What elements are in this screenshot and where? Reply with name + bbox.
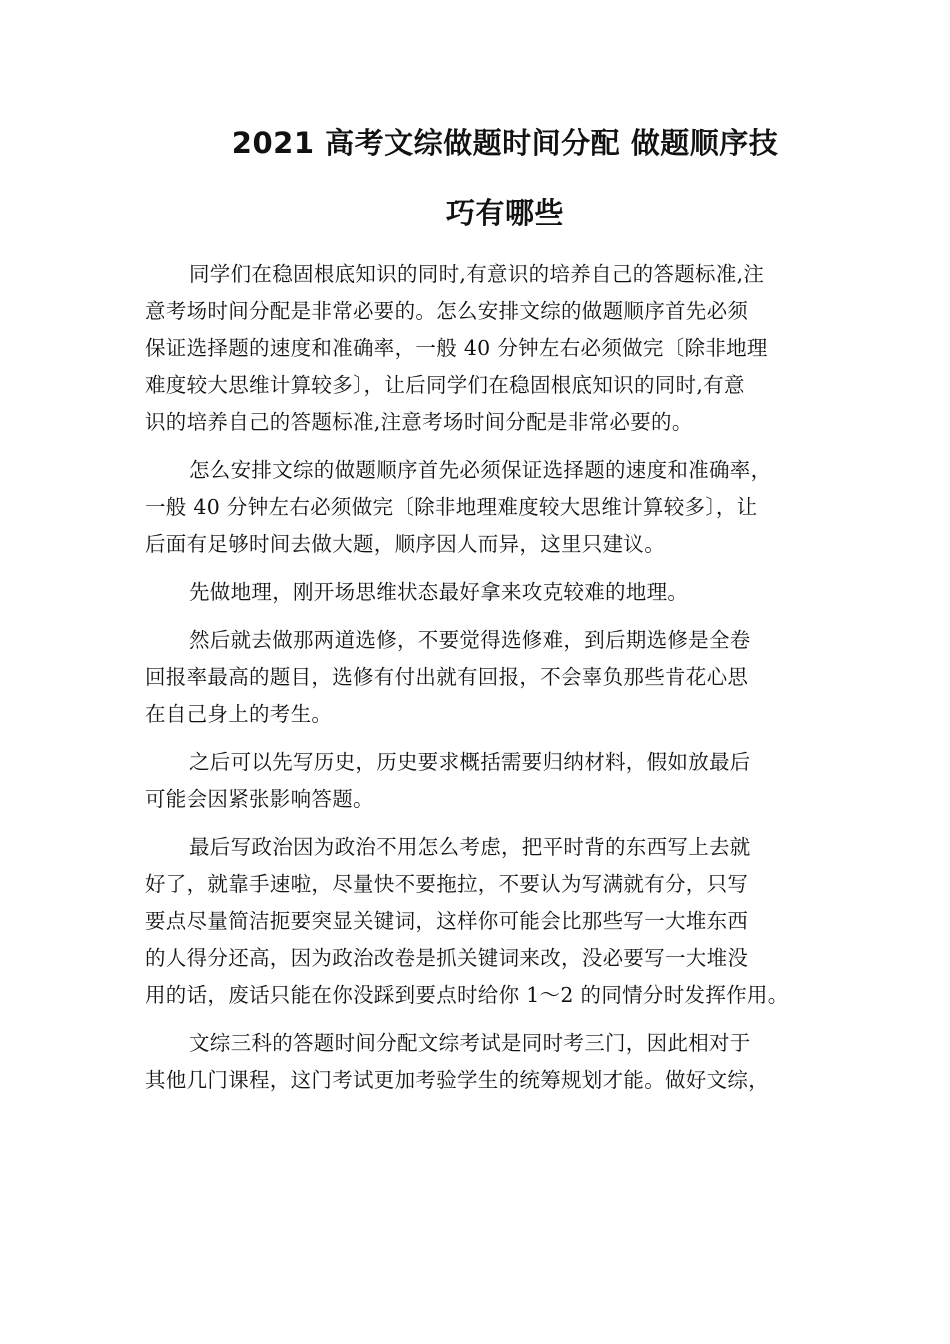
paragraph-line: 回报率最高的题目，选修有付出就有回报，不会辜负那些肯花心思	[145, 665, 749, 689]
paragraph-3	[145, 574, 815, 611]
paragraph-2	[145, 452, 815, 563]
document-body	[145, 256, 815, 1110]
document-title-line-1: 2021 高考文综做题时间分配 做题顺序技	[231, 126, 779, 160]
paragraph-7	[145, 1025, 815, 1099]
paragraph-5	[145, 744, 815, 818]
paragraph-line: 怎么安排文综的做题顺序首先必须保证选择题的速度和准确率，	[189, 458, 772, 482]
paragraph-line: 保证选择题的速度和准确率，一般 40 分钟左右必须做完〔除非地理	[145, 336, 768, 360]
paragraph-line: 难度较大思维计算较多〕，让后同学们在稳固根底知识的同时,有意	[145, 373, 745, 397]
paragraph-line: 可能会因紧张影响答题。	[145, 787, 374, 811]
paragraph-line: 其他几门课程，这门考试更加考验学生的统筹规划才能。做好文综，	[145, 1068, 769, 1092]
paragraph-line: 最后写政治因为政治不用怎么考虑，把平时背的东西写上去就	[189, 835, 751, 859]
paragraph-line: 之后可以先写历史，历史要求概括需要归纳材料，假如放最后	[189, 750, 751, 774]
paragraph-line: 后面有足够时间去做大题，顺序因人而异，这里只建议。	[145, 532, 665, 556]
paragraph-1	[145, 256, 815, 441]
paragraph-line: 然后就去做那两道选修，不要觉得选修难，到后期选修是全卷	[189, 628, 751, 652]
paragraph-line: 在自己身上的考生。	[145, 702, 333, 726]
paragraph-line: 先做地理，刚开场思维状态最好拿来攻克较难的地理。	[189, 580, 689, 604]
paragraph-line: 要点尽量简洁扼要突显关键词，这样你可能会比那些写一大堆东西	[145, 909, 749, 933]
paragraph-line: 用的话，废话只能在你没踩到要点时给你 1～2 的同情分时发挥作用。	[145, 983, 789, 1007]
document-title-line-2: 巧有哪些	[445, 196, 564, 230]
paragraph-line: 文综三科的答题时间分配文综考试是同时考三门，因此相对于	[189, 1031, 751, 1055]
paragraph-6	[145, 829, 815, 1014]
paragraph-line: 一般 40 分钟左右必须做完〔除非地理难度较大思维计算较多〕，让	[145, 495, 758, 519]
paragraph-4	[145, 622, 815, 733]
paragraph-line: 识的培养自己的答题标准,注意考场时间分配是非常必要的。	[145, 410, 693, 434]
paragraph-line: 同学们在稳固根底知识的同时,有意识的培养自己的答题标准,注	[189, 262, 765, 286]
paragraph-line: 意考场时间分配是非常必要的。怎么安排文综的做题顺序首先必须	[145, 299, 749, 323]
paragraph-line: 的人得分还高，因为政治改卷是抓关键词来改，没必要写一大堆没	[145, 946, 749, 970]
paragraph-line: 好了，就靠手速啦，尽量快不要拖拉，不要认为写满就有分，只写	[145, 872, 749, 896]
